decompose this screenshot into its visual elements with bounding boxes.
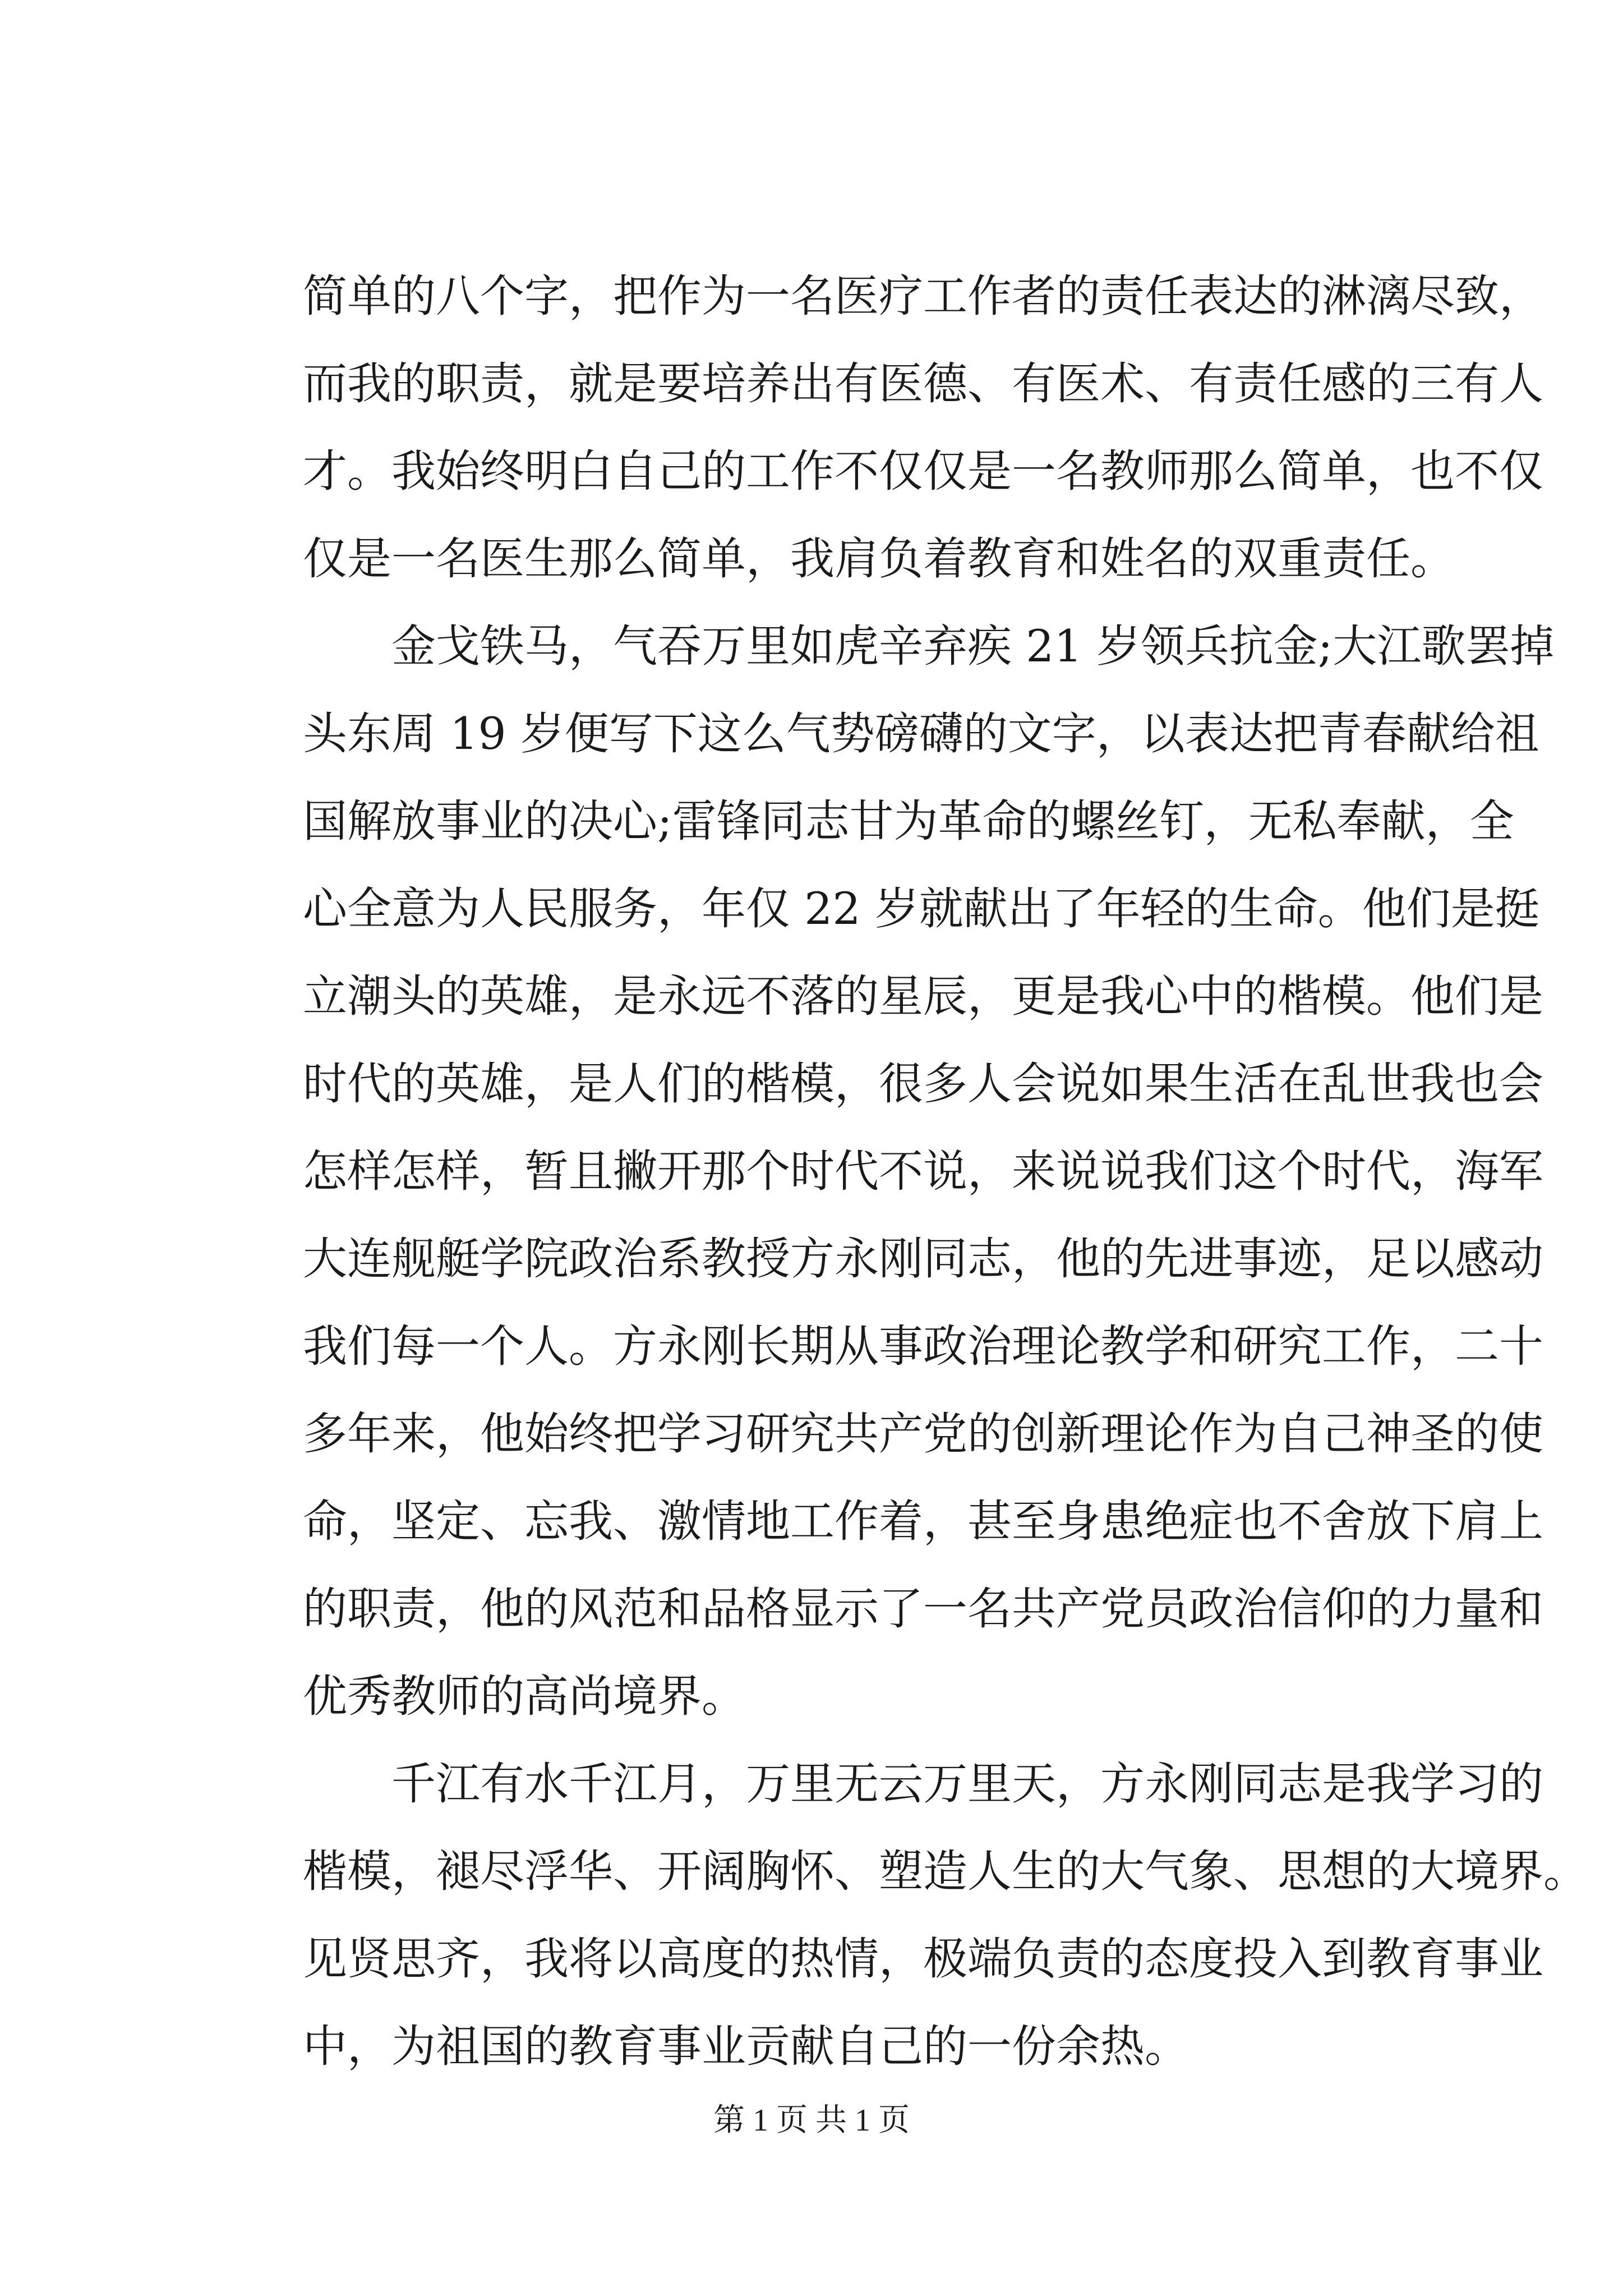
paragraph-1 bbox=[303, 252, 1543, 602]
document-body bbox=[303, 252, 1588, 2090]
paragraph-3 bbox=[303, 1740, 1588, 2090]
text-line: 国解放事业的决心;雷锋同志甘为革命的螺丝钉，无私奉献，全 bbox=[303, 795, 1514, 847]
paragraph-2 bbox=[303, 602, 1555, 1740]
text-line: 才。我始终明白自己的工作不仅仅是一名教师那么简单，也不仅 bbox=[303, 445, 1543, 497]
text-line: 仅是一名医生那么简单，我肩负着教育和姓名的双重责任。 bbox=[303, 533, 1455, 585]
text-line: 心全意为人民服务，年仅 22 岁就献出了年轻的生命。他们是挺 bbox=[303, 883, 1539, 935]
text-line: 千江有水千江月，万里无云万里天，方永刚同志是我学习的 bbox=[391, 1758, 1543, 1810]
text-line: 金戈铁马，气吞万里如虎辛弃疾 21 岁领兵抗金;大江歌罢掉 bbox=[391, 620, 1555, 672]
page-footer bbox=[0, 2101, 1623, 2140]
text-line: 立潮头的英雄，是永远不落的星辰，更是我心中的楷模。他们是 bbox=[303, 970, 1543, 1022]
text-line: 我们每一个人。方永刚长期从事政治理论教学和研究工作，二十 bbox=[303, 1320, 1543, 1372]
text-line: 多年来，他始终把学习研究共产党的创新理论作为自己神圣的使 bbox=[303, 1408, 1543, 1460]
text-line: 大连舰艇学院政治系教授方永刚同志，他的先进事迹，足以感动 bbox=[303, 1233, 1543, 1285]
text-line: 见贤思齐，我将以高度的热情，极端负责的态度投入到教育事业 bbox=[303, 1933, 1543, 1985]
text-line: 优秀教师的高尚境界。 bbox=[303, 1671, 746, 1722]
text-line: 的职责，他的风范和品格显示了一名共产党员政治信仰的力量和 bbox=[303, 1583, 1543, 1635]
text-line: 命，坚定、忘我、激情地工作着，甚至身患绝症也不舍放下肩上 bbox=[303, 1496, 1543, 1547]
text-line: 头东周 19 岁便写下这么气势磅礴的文字，以表达把青春献给祖 bbox=[303, 708, 1539, 760]
text-line: 怎样怎样，暂且撇开那个时代不说，来说说我们这个时代，海军 bbox=[303, 1145, 1543, 1197]
text-line: 中，为祖国的教育事业贡献自己的一份余热。 bbox=[303, 2021, 1189, 2072]
page-number-label: 第 1 页 共 1 页 bbox=[713, 2103, 910, 2138]
text-line: 时代的英雄，是人们的楷模，很多人会说如果生活在乱世我也会 bbox=[303, 1058, 1543, 1110]
text-line: 而我的职责，就是要培养出有医德、有医术、有责任感的三有人 bbox=[303, 358, 1543, 409]
text-line: 楷模，褪尽浮华、开阔胸怀、塑造人生的大气象、思想的大境界。 bbox=[303, 1846, 1588, 1897]
text-line: 简单的八个字，把作为一名医疗工作者的责任表达的淋漓尽致， bbox=[303, 270, 1543, 322]
